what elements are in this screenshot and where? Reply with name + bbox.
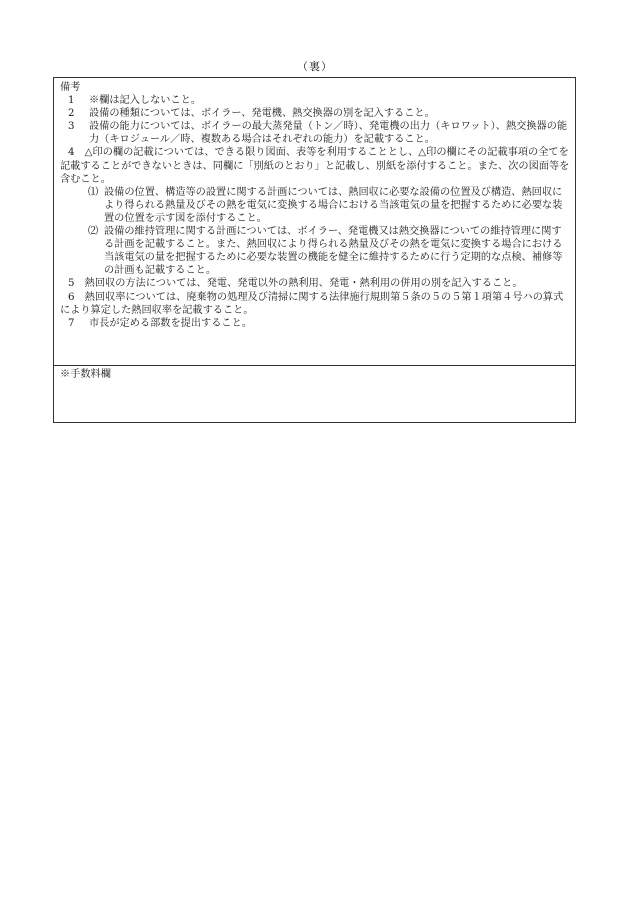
remarks-subitem-number: ⑴ — [88, 186, 99, 198]
form-table — [53, 77, 576, 423]
fee-section — [54, 366, 575, 422]
remarks-item-5 — [60, 277, 570, 290]
remarks-item-6 — [60, 291, 570, 317]
remarks-item-text: 設備の能力については、ボイラーの最大蒸発量（トン／時）、発電機の出力（キロワット）、熱交換器の能力（キロジュール／時、複数ある場合はそれぞれの能力）を記載すること。 — [89, 121, 568, 146]
remarks-item-3 — [60, 120, 570, 146]
remarks-item-4 — [60, 146, 570, 185]
remarks-item-number: 3 — [68, 121, 75, 133]
remarks-item-number: 5 — [68, 278, 75, 290]
remarks-item-number: 4 — [68, 147, 75, 159]
remarks-subitem-1 — [60, 186, 570, 225]
remarks-item-text: 市長が定める部数を提出すること。 — [89, 317, 252, 329]
remarks-item-number: 1 — [68, 95, 75, 107]
remarks-subitem-number: ⑵ — [88, 226, 99, 238]
remarks-item-text: 熱回収率については、廃棄物の処理及び清掃に関する法律施行規則第５条の５の５第１項第４号ハの算式により算定した熱回収率を記載すること。 — [60, 291, 564, 316]
remarks-title: 備考 — [60, 82, 81, 93]
remarks-section — [54, 78, 575, 366]
fee-label: ※手数料欄 — [60, 369, 111, 380]
remarks-item-number: 2 — [68, 108, 75, 120]
remarks-subitem-text: 設備の位置、構造等の設置に関する計画については、熱回収に必要な設備の位置及び構造、熱回収により得られる熱量及びその熱を電気に変換する場合における当該電気の量を把握するために必要な装置の位置を示す図を添付すること。 — [104, 186, 563, 224]
remarks-subitem-text: 設備の維持管理に関する計画については、ボイラー、発電機又は熱交換器についての維持管理に関する計画を記載すること。また、熱回収により得られる熱量及びその熱を電気に変換する場合における当該電気の量を把握するために必要な装置の機能を健全に維持するために行う定期的な点検、補修等の計画も記載すること。 — [104, 226, 563, 277]
remarks-item-text: △印の欄の記載については、できる限り図面、表等を利用することとし、△印の欄にその記載事項の全てを記載することができないときは、同欄に「別紙のとおり」と記載し、別紙を添付すること。また、次の図面等を含むこと。 — [60, 147, 570, 185]
remarks-item-text: ※欄は記入しないこと。 — [89, 95, 202, 107]
remarks-item-text: 熱回収の方法については、発電、発電以外の熱利用、発電・熱利用の併用の別を記入すること。 — [84, 278, 523, 290]
remarks-item-number: 6 — [68, 291, 75, 303]
remarks-item-text: 設備の種類については、ボイラー、発電機、熱交換器の別を記入すること。 — [89, 108, 435, 120]
remarks-subitem-2 — [60, 225, 570, 277]
remarks-item-2 — [60, 107, 570, 120]
remarks-item-7 — [60, 317, 570, 330]
remarks-item-number: 7 — [68, 317, 75, 329]
page-side-label: （裏） — [297, 60, 333, 73]
remarks-item-1 — [60, 94, 570, 107]
